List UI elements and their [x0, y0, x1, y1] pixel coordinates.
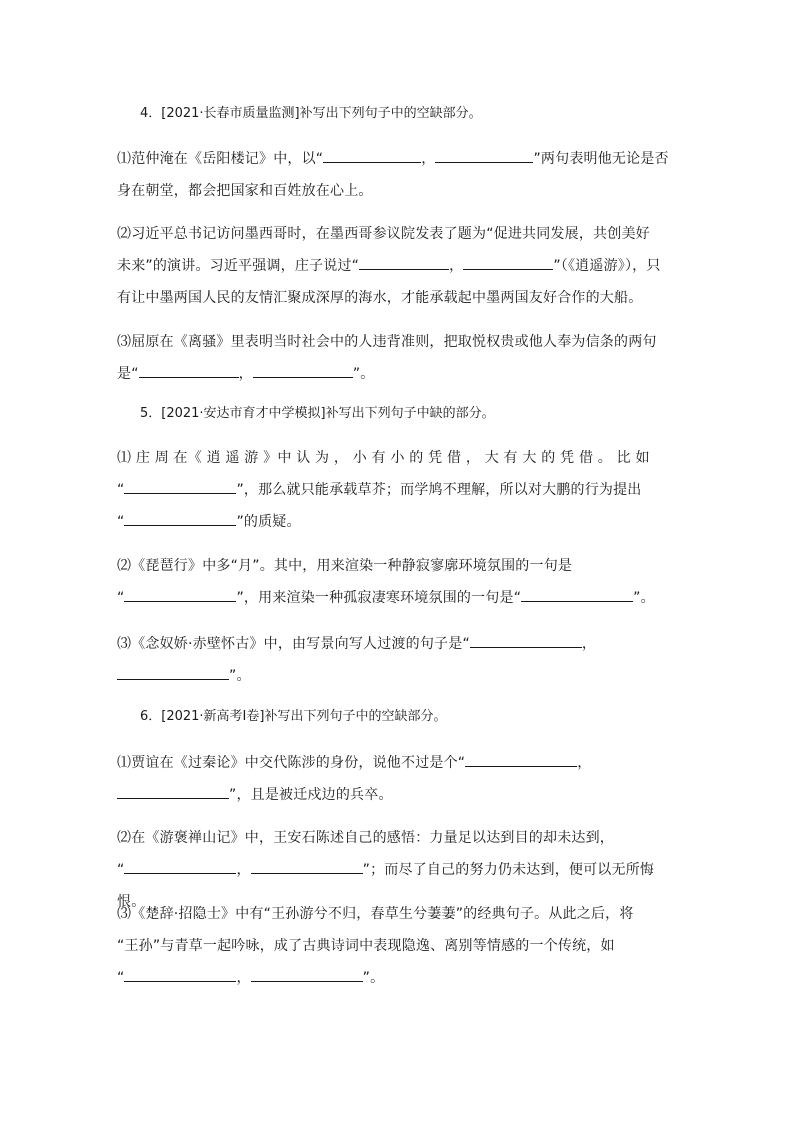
text-line: “ ”的质疑。	[117, 506, 681, 538]
text-line: ⑴范仲淹在《岳阳楼记》中，以“ ， ”两句表明他无论是否	[117, 143, 681, 175]
text-line: ⑵习近平总书记访问墨西哥时，在墨西哥参议院发表了题为“促进共同发展，共创美好	[117, 226, 650, 242]
answer-blank[interactable]	[465, 751, 577, 767]
question-6-item-1	[117, 747, 681, 811]
text-line: “ ， ”。	[117, 962, 681, 994]
text-line: ”。	[117, 660, 681, 692]
text-line: “王孙”与青草一起吟咏，成了古典诗词中表现隐逸、离别等情感的一个传统，如	[117, 938, 615, 954]
text-line: 身在朝堂，都会把国家和百姓放在心上。	[117, 183, 373, 199]
text-line: ⑵《琵琶行》中多“月”。其中，用来渲染一种静寂寥廓环境氛围的一句是	[117, 558, 573, 574]
question-4-header: 4．[2021·长春市质量监测]补写出下列句子中的空缺部分。	[140, 106, 482, 121]
text-line: ”，且是被迁戍边的兵卒。	[117, 779, 681, 811]
question-5-item-2	[117, 550, 681, 614]
answer-blank[interactable]	[323, 147, 421, 163]
question-4-item-1	[117, 143, 681, 207]
answer-blank[interactable]	[117, 783, 229, 799]
text-line: “ ， ”；而尽了自己的努力仍未达到，便可以无所悔恨。	[117, 854, 681, 918]
answer-blank[interactable]	[124, 586, 236, 602]
text-line: ⑵在《游褒禅山记》中，王安石陈述自己的感悟：力量足以达到目的却未达到，	[117, 830, 614, 846]
answer-blank[interactable]	[521, 586, 633, 602]
question-5-header: 5．[2021·安达市育才中学模拟]补写出下列句子中缺的部分。	[140, 406, 495, 421]
answer-blank[interactable]	[124, 478, 236, 494]
text-line: “ ”，用来渲染一种孤寂凄寒环境氛围的一句是“ ”。	[117, 582, 681, 614]
text-line: ⑴贾谊在《过秦论》中交代陈涉的身份，说他不过是个“ ，	[117, 747, 681, 779]
answer-blank[interactable]	[124, 858, 236, 874]
answer-blank[interactable]	[359, 254, 449, 270]
answer-blank[interactable]	[117, 664, 229, 680]
answer-blank[interactable]	[435, 147, 533, 163]
answer-blank[interactable]	[253, 362, 353, 378]
text-line: ⑶屈原在《离骚》里表明当时社会中的人违背准则，把取悦权贵或他人奉为信条的两句	[117, 334, 657, 350]
text-line: ⑶《楚辞·招隐士》中有“王孙游兮不归，春草生兮萋萋”的经典句子。从此之后，将	[117, 906, 634, 922]
answer-blank[interactable]	[139, 362, 239, 378]
answer-blank[interactable]	[463, 254, 553, 270]
text-line: “ ”，那么就只能承载草芥；而学鸠不理解，所以对大鹏的行为提出	[117, 474, 681, 506]
question-4-item-3	[117, 326, 681, 390]
text-line: ⑶《念奴娇·赤壁怀古》中，由写景向写人过渡的句子是“ ，	[117, 628, 681, 660]
answer-blank[interactable]	[470, 632, 582, 648]
question-5-item-1	[117, 442, 681, 538]
question-5-item-3	[117, 628, 681, 692]
question-6-item-3	[117, 898, 681, 994]
answer-blank[interactable]	[124, 510, 236, 526]
answer-blank[interactable]	[124, 966, 236, 982]
text-line: 有让中墨两国人民的友情汇聚成深厚的海水，才能承载起中墨两国友好合作的大船。	[117, 290, 643, 306]
answer-blank[interactable]	[251, 966, 363, 982]
question-4-item-2	[117, 218, 681, 314]
text-line: ⑴ 庄 周 在《 逍 遥 游 》中 认 为 ， 小 有 小 的 凭 借 ， 大 有 大 的 凭 借 。 比 如	[117, 450, 650, 466]
answer-blank[interactable]	[251, 858, 363, 874]
question-6-header: 6．[2021·新高考Ⅰ卷]补写出下列句子中的空缺部分。	[140, 709, 447, 724]
text-line: 未来”的演讲。习近平强调，庄子说过“ ， ”（《逍遥游》），只	[117, 250, 681, 282]
text-line: 是“ ， ”。	[117, 358, 681, 390]
